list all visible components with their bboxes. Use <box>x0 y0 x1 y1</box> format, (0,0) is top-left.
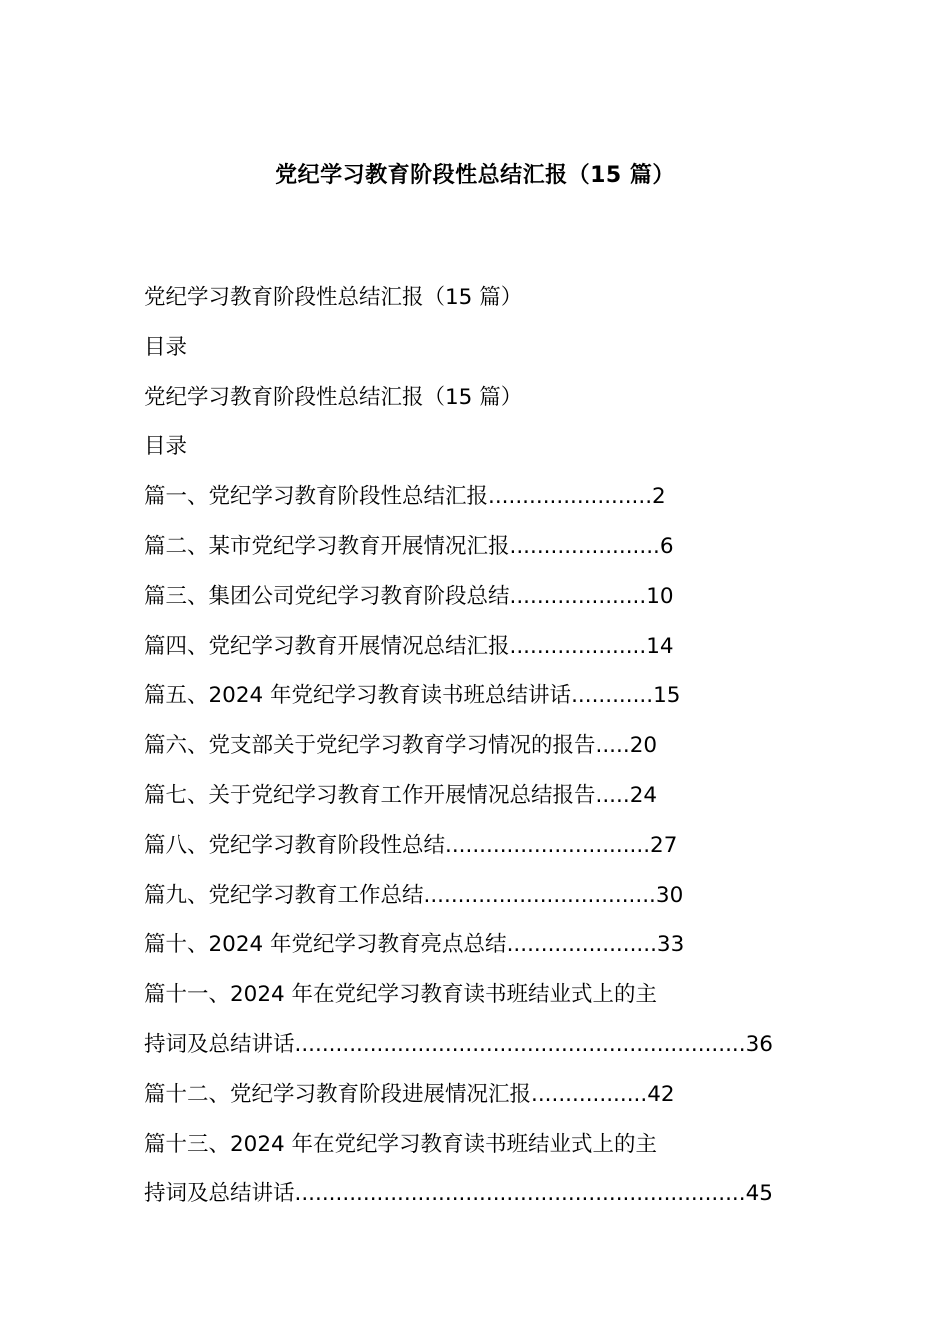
toc-entry <box>144 1027 784 1077</box>
toc-entry <box>144 828 784 878</box>
toc-page-number: 24 <box>629 782 658 808</box>
toc-page-number: 36 <box>745 1031 773 1057</box>
toc-leader-dots: .............................. <box>445 832 651 858</box>
toc-leader-dots: .................... <box>509 633 647 659</box>
toc-leader-dots: ..... <box>595 733 630 759</box>
toc-entry <box>144 977 784 1027</box>
toc-leader-dots: .................................................................. <box>294 1181 746 1207</box>
intro-line: 党纪学习教育阶段性总结汇报（15 篇） <box>144 384 523 410</box>
toc-entry-text: 篇五、2024 年党纪学习教育读书班总结讲话 <box>144 683 572 709</box>
toc-entry-text: 篇十二、党纪学习教育阶段进展情况汇报 <box>144 1081 532 1107</box>
toc-leader-dots: .................................................................. <box>294 1031 746 1057</box>
toc-page-number: 33 <box>656 932 685 958</box>
intro-line: 目录 <box>144 334 188 360</box>
toc-page-number: 42 <box>647 1081 675 1107</box>
toc-entry-text: 篇十三、2024 年在党纪学习教育读书班结业式上的主 <box>144 1131 658 1157</box>
toc-entry-text: 篇八、党纪学习教育阶段性总结 <box>144 832 446 858</box>
toc-page-number: 10 <box>646 583 674 609</box>
toc-page-number: 27 <box>650 832 678 858</box>
toc-entry <box>144 1127 784 1177</box>
toc-page-number: 14 <box>646 633 674 659</box>
toc-leader-dots: ...................... <box>509 533 660 559</box>
toc-entry <box>144 678 784 728</box>
toc-page-number: 20 <box>629 733 658 759</box>
toc-entry-text: 持词及总结讲话 <box>144 1031 295 1057</box>
toc-entry <box>144 927 784 977</box>
toc-entry-text: 篇十、2024 年党纪学习教育亮点总结 <box>144 932 507 958</box>
toc-leader-dots: ..... <box>595 782 630 808</box>
toc-page-number: 30 <box>655 882 684 908</box>
toc-entry-text: 篇七、关于党纪学习教育工作开展情况总结报告 <box>144 782 596 808</box>
toc-entry-text: 篇一、党纪学习教育阶段性总结汇报 <box>144 484 489 510</box>
toc-entry <box>144 728 784 778</box>
intro-line: 目录 <box>144 434 188 460</box>
toc-entry <box>144 1077 784 1127</box>
toc-entry-text: 篇四、党纪学习教育开展情况总结汇报 <box>144 633 510 659</box>
toc-page-number: 45 <box>745 1181 773 1207</box>
toc-entry-text: 篇十一、2024 年在党纪学习教育读书班结业式上的主 <box>144 982 658 1008</box>
toc-leader-dots: ...................... <box>506 932 657 958</box>
intro-line: 党纪学习教育阶段性总结汇报（15 篇） <box>144 285 523 310</box>
toc-leader-dots: ............ <box>571 683 654 709</box>
toc-entry-text: 篇三、集团公司党纪学习教育阶段总结 <box>144 583 510 609</box>
toc-leader-dots: .................... <box>509 583 647 609</box>
document-title: 党纪学习教育阶段性总结汇报（15 篇） <box>275 163 675 188</box>
toc-page-number: 15 <box>653 683 681 709</box>
toc-entry-text: 篇二、某市党纪学习教育开展情况汇报 <box>144 533 510 559</box>
toc-entry <box>144 479 784 529</box>
toc-entry <box>144 629 784 679</box>
toc-entry <box>144 1176 784 1226</box>
toc-leader-dots: .................................. <box>423 882 656 908</box>
toc-entry <box>144 878 784 928</box>
toc-entry-text: 篇六、党支部关于党纪学习教育学习情况的报告 <box>144 733 596 759</box>
toc-entry-text: 篇九、党纪学习教育工作总结 <box>144 882 424 908</box>
toc-page-number: 6 <box>659 533 674 559</box>
toc-entry-text: 持词及总结讲话 <box>144 1181 295 1207</box>
toc-leader-dots: ................. <box>531 1081 648 1107</box>
document-body <box>144 280 784 1226</box>
toc-entry <box>144 778 784 828</box>
toc-entry <box>144 529 784 579</box>
toc-leader-dots: ........................ <box>488 484 653 510</box>
toc-page-number: 2 <box>652 484 666 510</box>
toc-entry <box>144 579 784 629</box>
